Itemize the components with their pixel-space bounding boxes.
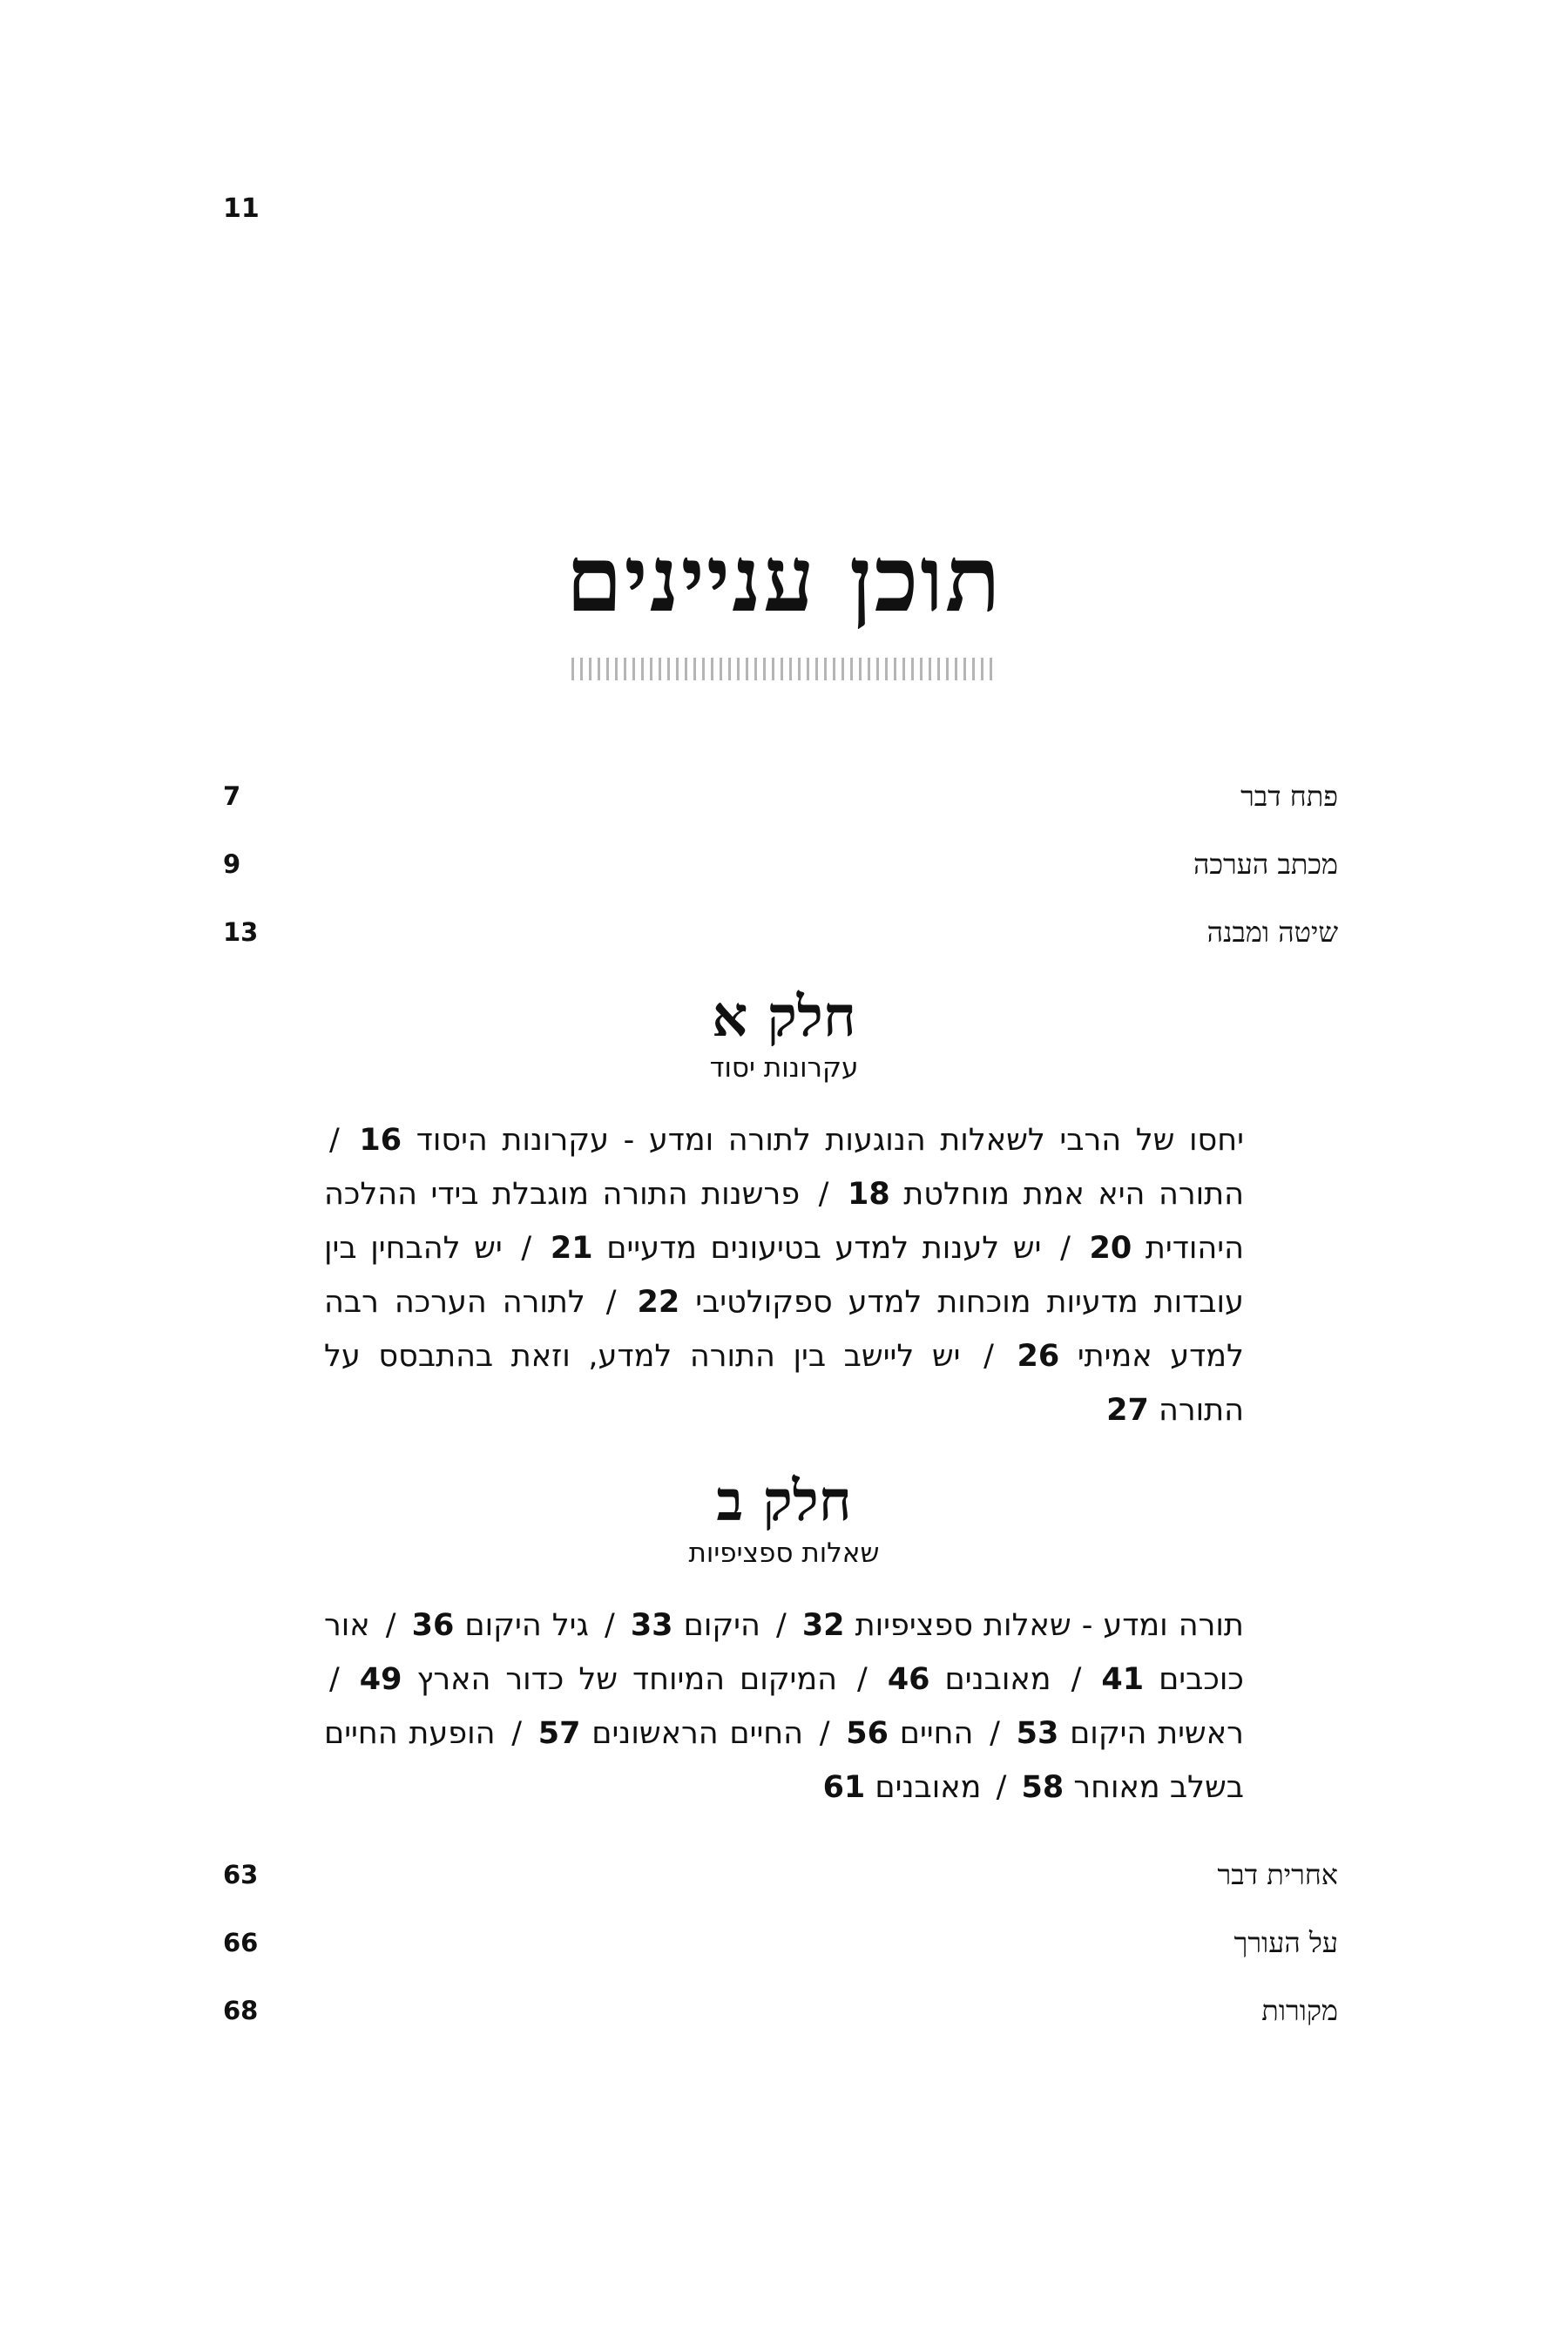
entry-page-number[interactable]: 21 (550, 1231, 593, 1266)
toc-entry-page: 13 (223, 917, 259, 947)
entry-page-number[interactable]: 16 (359, 1123, 402, 1158)
entry-page-number[interactable]: 33 (630, 1608, 673, 1643)
entry-page-number[interactable]: 41 (1101, 1662, 1145, 1697)
entry-separator: / (511, 1716, 523, 1751)
toc-entry[interactable] (223, 1921, 1338, 1964)
entry-page-number[interactable]: 18 (847, 1177, 890, 1212)
entry-page-number[interactable]: 46 (887, 1662, 930, 1697)
entry-separator: / (385, 1608, 396, 1643)
toc-entry-page: 63 (223, 1860, 259, 1889)
entry-page-number[interactable]: 57 (537, 1716, 581, 1751)
entry-separator: / (605, 1285, 617, 1320)
part-a-heading: חלק א (712, 984, 856, 1050)
part-b-heading: חלק ב (716, 1469, 852, 1534)
page-title: תוכן עניינים (565, 525, 1003, 632)
part-a-contents (324, 1113, 1244, 1437)
entry-title[interactable]: הופעת החיים בשלב מאוחר (324, 1716, 1244, 1805)
entry-separator: / (521, 1231, 532, 1266)
toc-entry[interactable] (223, 910, 1338, 954)
entry-separator: / (1060, 1231, 1071, 1266)
entry-title[interactable]: המיקום המיוחד של כדור הארץ (416, 1662, 838, 1697)
toc-entry-page: 66 (223, 1928, 259, 1957)
entry-title[interactable]: מאובנים (875, 1770, 982, 1805)
entry-page-number[interactable]: 22 (637, 1285, 680, 1320)
entry-title[interactable]: התורה היא אמת מוחלטת (903, 1177, 1244, 1212)
page-number: 11 (223, 193, 260, 224)
entry-page-number[interactable]: 26 (1017, 1339, 1060, 1374)
title-decorative-rule (571, 658, 998, 680)
entry-title[interactable]: החיים הראשונים (591, 1716, 804, 1751)
entry-separator: / (1071, 1662, 1082, 1697)
entry-separator: / (604, 1608, 615, 1643)
entry-title[interactable]: היקום (683, 1608, 760, 1643)
entry-separator: / (996, 1770, 1007, 1805)
entry-title[interactable]: גיל היקום (464, 1608, 589, 1643)
entry-separator: / (775, 1608, 787, 1643)
toc-entry[interactable] (223, 774, 1338, 818)
toc-entry-label: אחרית דבר (1217, 1858, 1338, 1891)
entry-separator: / (329, 1123, 340, 1158)
part-b-contents (324, 1598, 1244, 1815)
toc-entry-page: 7 (223, 781, 241, 811)
toc-entry-page: 9 (223, 849, 241, 879)
toc-entry[interactable] (223, 1989, 1338, 2032)
entry-title[interactable]: מאובנים (944, 1662, 1051, 1697)
part-intro-text: יחסו של הרבי לשאלות הנוגעות לתורה ומדע - עקרונות היסוד (416, 1123, 1244, 1158)
entry-title[interactable]: לתורה הערכה רבה למדע אמיתי (324, 1285, 1244, 1374)
entry-page-number[interactable]: 32 (801, 1608, 845, 1643)
entry-page-number[interactable]: 49 (359, 1662, 402, 1697)
entry-page-number[interactable]: 36 (411, 1608, 455, 1643)
toc-entry[interactable] (223, 842, 1338, 886)
entry-title[interactable]: יש לענות למדע בטיעונים מדעיים (606, 1231, 1042, 1266)
toc-entry[interactable] (223, 1853, 1338, 1896)
entry-separator: / (329, 1662, 340, 1697)
entry-separator: / (819, 1716, 830, 1751)
toc-entry-label: שיטה ומבנה (1206, 916, 1338, 949)
toc-entry-label: מכתב הערכה (1193, 848, 1338, 881)
entry-separator: / (990, 1716, 1000, 1751)
entry-title[interactable]: יש להבחין בין עובדות מדעיות מוכחות למדע ספקולטיבי (324, 1231, 1244, 1320)
toc-entry-page: 68 (223, 1996, 259, 2025)
entry-page-number[interactable]: 58 (1021, 1770, 1064, 1805)
toc-entry-label: פתח דבר (1240, 780, 1338, 813)
entry-title[interactable]: יש ליישב בין התורה למדע, וזאת בהתבסס על התורה (324, 1339, 1244, 1428)
entry-separator: / (857, 1662, 868, 1697)
toc-entry-label: מקורות (1261, 1994, 1338, 2027)
entry-page-number[interactable]: 27 (1106, 1393, 1149, 1428)
entry-page-number[interactable]: 20 (1089, 1231, 1132, 1266)
entry-separator: / (818, 1177, 829, 1212)
entry-title[interactable]: פרשנות התורה מוגבלת בידי ההלכה היהודית (324, 1177, 1244, 1266)
entry-separator: / (983, 1339, 994, 1374)
toc-entry-label: על העורך (1233, 1926, 1338, 1959)
part-b-subtitle: שאלות ספציפיות (688, 1538, 880, 1569)
entry-title[interactable]: אור כוכבים (324, 1608, 1244, 1697)
entry-title[interactable]: ראשית היקום (1070, 1716, 1244, 1751)
entry-page-number[interactable]: 56 (846, 1716, 889, 1751)
part-a-subtitle: עקרונות יסוד (709, 1052, 859, 1084)
entry-page-number[interactable]: 53 (1016, 1716, 1059, 1751)
entry-page-number[interactable]: 61 (822, 1770, 866, 1805)
entry-title[interactable]: החיים (899, 1716, 974, 1751)
part-intro-text: תורה ומדע - שאלות ספציפיות (855, 1608, 1244, 1643)
